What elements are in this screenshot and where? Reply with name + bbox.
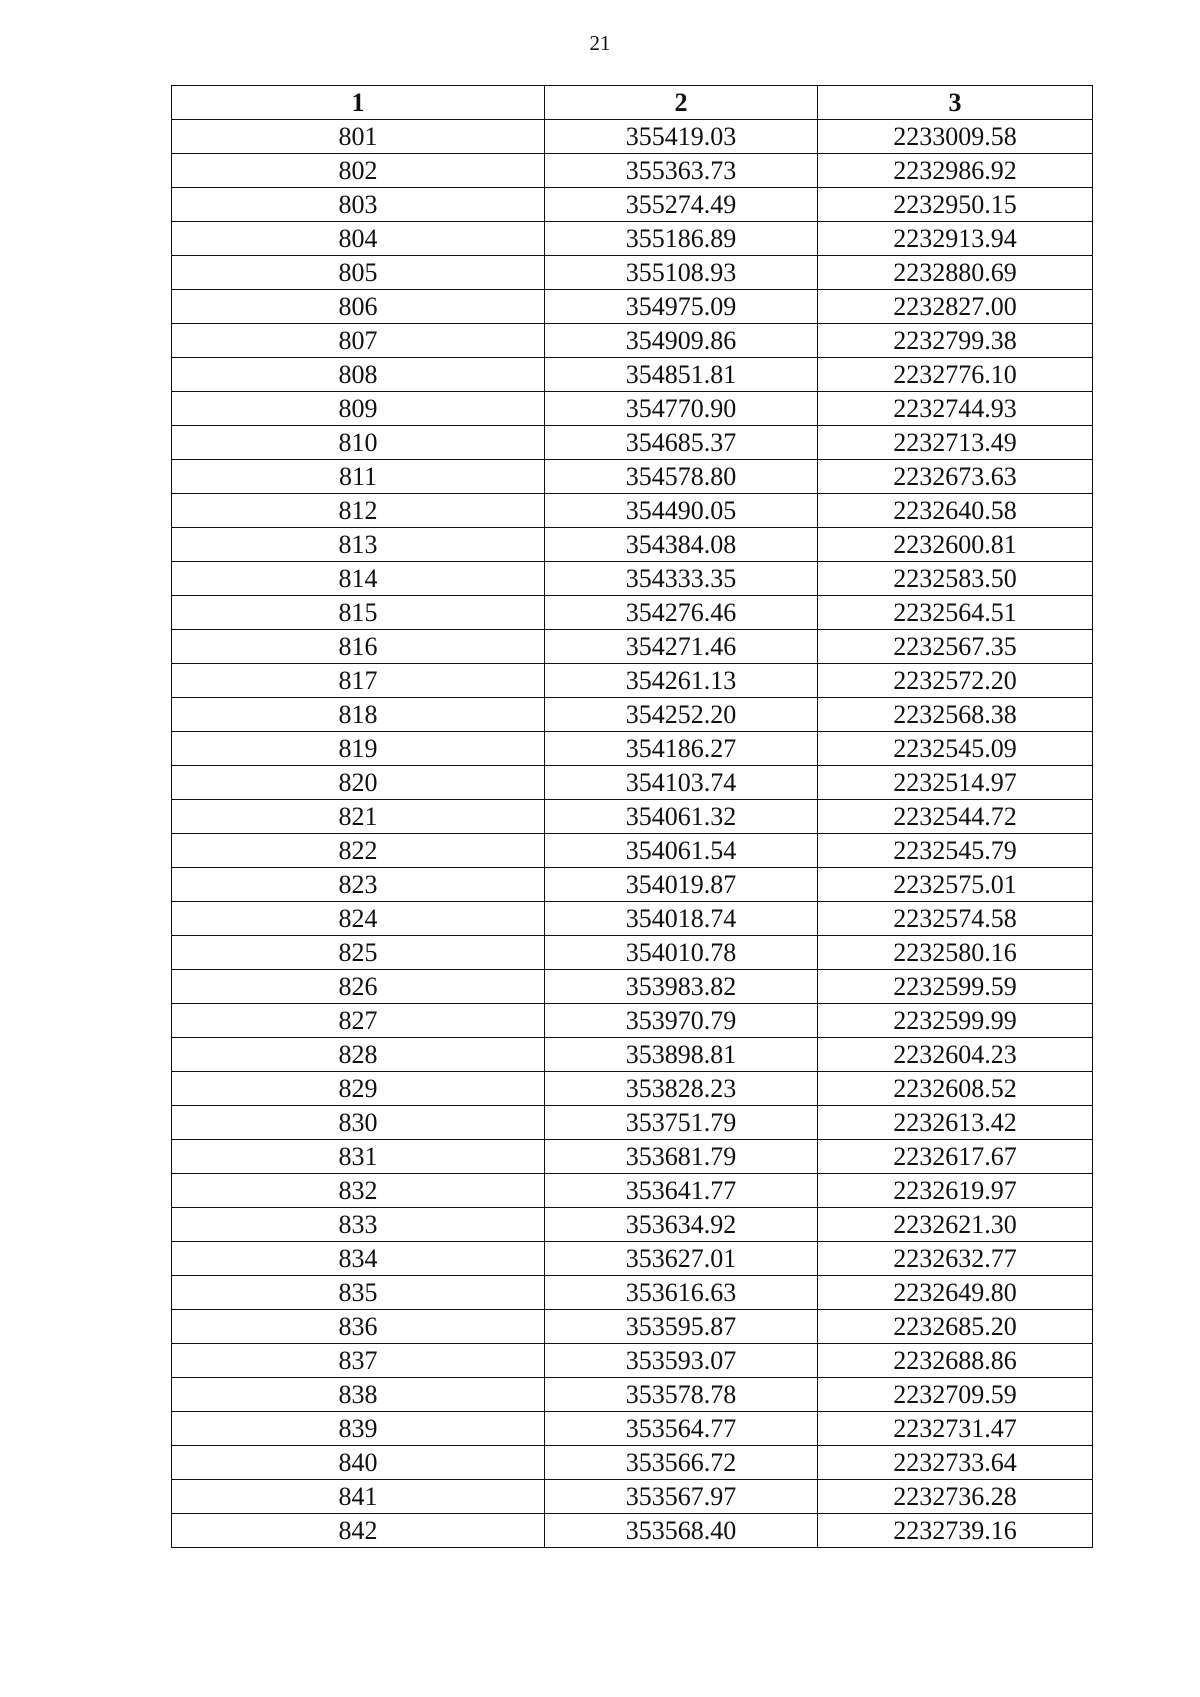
- table-cell: 809: [172, 392, 545, 426]
- table-cell: 353627.01: [545, 1242, 818, 1276]
- table-cell: 2232986.92: [818, 154, 1093, 188]
- table-row: [172, 1344, 1093, 1378]
- table-cell: 2232744.93: [818, 392, 1093, 426]
- table-row: [172, 902, 1093, 936]
- table-cell: 2232608.52: [818, 1072, 1093, 1106]
- table-cell: 354685.37: [545, 426, 818, 460]
- table-cell: 353595.87: [545, 1310, 818, 1344]
- table-cell: 804: [172, 222, 545, 256]
- table-cell: 833: [172, 1208, 545, 1242]
- table-cell: 353567.97: [545, 1480, 818, 1514]
- table-cell: 2232688.86: [818, 1344, 1093, 1378]
- table-header-row: [172, 86, 1093, 120]
- table-row: [172, 426, 1093, 460]
- table-cell: 2232799.38: [818, 324, 1093, 358]
- table-cell: 2232776.10: [818, 358, 1093, 392]
- table-cell: 813: [172, 528, 545, 562]
- table-row: [172, 1072, 1093, 1106]
- table-cell: 2232880.69: [818, 256, 1093, 290]
- table-cell: 2232544.72: [818, 800, 1093, 834]
- table-cell: 355419.03: [545, 120, 818, 154]
- table-cell: 2232580.16: [818, 936, 1093, 970]
- table-cell: 2232514.97: [818, 766, 1093, 800]
- table-cell: 806: [172, 290, 545, 324]
- table-cell: 2232545.09: [818, 732, 1093, 766]
- table-cell: 2232713.49: [818, 426, 1093, 460]
- table-cell: 2232567.35: [818, 630, 1093, 664]
- table-cell: 353566.72: [545, 1446, 818, 1480]
- table-cell: 2232619.97: [818, 1174, 1093, 1208]
- table-cell: 354851.81: [545, 358, 818, 392]
- table-cell: 2232572.20: [818, 664, 1093, 698]
- table-cell: 834: [172, 1242, 545, 1276]
- table-cell: 2232739.16: [818, 1514, 1093, 1548]
- table-cell: 354261.13: [545, 664, 818, 698]
- table-cell: 840: [172, 1446, 545, 1480]
- table-cell: 354252.20: [545, 698, 818, 732]
- table-cell: 353970.79: [545, 1004, 818, 1038]
- table-cell: 836: [172, 1310, 545, 1344]
- table-cell: 354186.27: [545, 732, 818, 766]
- table-cell: 825: [172, 936, 545, 970]
- table-row: [172, 324, 1093, 358]
- table-row: [172, 256, 1093, 290]
- table-row: [172, 1412, 1093, 1446]
- table-row: [172, 392, 1093, 426]
- table-cell: 353828.23: [545, 1072, 818, 1106]
- table-cell: 2232575.01: [818, 868, 1093, 902]
- table-cell: 830: [172, 1106, 545, 1140]
- table-cell: 355186.89: [545, 222, 818, 256]
- table-row: [172, 290, 1093, 324]
- table-cell: 353898.81: [545, 1038, 818, 1072]
- table-cell: 354010.78: [545, 936, 818, 970]
- table-cell: 353593.07: [545, 1344, 818, 1378]
- table-cell: 822: [172, 834, 545, 868]
- table-row: [172, 596, 1093, 630]
- table-row: [172, 698, 1093, 732]
- table-cell: 817: [172, 664, 545, 698]
- table-cell: 807: [172, 324, 545, 358]
- table-row: [172, 562, 1093, 596]
- table-cell: 815: [172, 596, 545, 630]
- table-cell: 2233009.58: [818, 120, 1093, 154]
- table-cell: 818: [172, 698, 545, 732]
- table-cell: 2232613.42: [818, 1106, 1093, 1140]
- table-cell: 831: [172, 1140, 545, 1174]
- table-cell: 2232604.23: [818, 1038, 1093, 1072]
- table-row: [172, 834, 1093, 868]
- table-row: [172, 120, 1093, 154]
- table-cell: 354276.46: [545, 596, 818, 630]
- column-header: 2: [545, 86, 818, 120]
- table-cell: 826: [172, 970, 545, 1004]
- table-cell: 2232827.00: [818, 290, 1093, 324]
- table-row: [172, 188, 1093, 222]
- table-cell: 353568.40: [545, 1514, 818, 1548]
- table-cell: 810: [172, 426, 545, 460]
- table-cell: 354061.54: [545, 834, 818, 868]
- table-body: [172, 120, 1093, 1548]
- table-row: [172, 494, 1093, 528]
- table-cell: 2232568.38: [818, 698, 1093, 732]
- table-cell: 353634.92: [545, 1208, 818, 1242]
- table-cell: 803: [172, 188, 545, 222]
- table-row: [172, 1242, 1093, 1276]
- table-cell: 811: [172, 460, 545, 494]
- table-row: [172, 358, 1093, 392]
- table-cell: 2232709.59: [818, 1378, 1093, 1412]
- table-cell: 354018.74: [545, 902, 818, 936]
- column-header: 1: [172, 86, 545, 120]
- table-cell: 2232574.58: [818, 902, 1093, 936]
- table-row: [172, 732, 1093, 766]
- table-cell: 2232600.81: [818, 528, 1093, 562]
- page-number: 21: [589, 31, 611, 55]
- table-cell: 354578.80: [545, 460, 818, 494]
- table-row: [172, 1514, 1093, 1548]
- table-cell: 829: [172, 1072, 545, 1106]
- table-cell: 353751.79: [545, 1106, 818, 1140]
- table-row: [172, 868, 1093, 902]
- table-cell: 828: [172, 1038, 545, 1072]
- table-cell: 2232617.67: [818, 1140, 1093, 1174]
- table-cell: 354909.86: [545, 324, 818, 358]
- table-cell: 802: [172, 154, 545, 188]
- table-cell: 355274.49: [545, 188, 818, 222]
- table-cell: 2232599.99: [818, 1004, 1093, 1038]
- column-header: 3: [818, 86, 1093, 120]
- table-row: [172, 1004, 1093, 1038]
- table-row: [172, 630, 1093, 664]
- table-row: [172, 1446, 1093, 1480]
- table-cell: 2232621.30: [818, 1208, 1093, 1242]
- table-cell: 353564.77: [545, 1412, 818, 1446]
- table-cell: 816: [172, 630, 545, 664]
- table-cell: 2232685.20: [818, 1310, 1093, 1344]
- table-row: [172, 1174, 1093, 1208]
- table-cell: 355363.73: [545, 154, 818, 188]
- table-row: [172, 1480, 1093, 1514]
- table-cell: 354019.87: [545, 868, 818, 902]
- table-cell: 824: [172, 902, 545, 936]
- table-cell: 835: [172, 1276, 545, 1310]
- table-cell: 2232649.80: [818, 1276, 1093, 1310]
- table-cell: 812: [172, 494, 545, 528]
- table-row: [172, 1310, 1093, 1344]
- table-cell: 838: [172, 1378, 545, 1412]
- table-cell: 353578.78: [545, 1378, 818, 1412]
- table-cell: 354975.09: [545, 290, 818, 324]
- table-cell: 827: [172, 1004, 545, 1038]
- table-cell: 355108.93: [545, 256, 818, 290]
- table-row: [172, 1378, 1093, 1412]
- table-cell: 801: [172, 120, 545, 154]
- table-cell: 2232599.59: [818, 970, 1093, 1004]
- table-cell: 841: [172, 1480, 545, 1514]
- table-cell: 2232640.58: [818, 494, 1093, 528]
- table-cell: 837: [172, 1344, 545, 1378]
- table-cell: 353616.63: [545, 1276, 818, 1310]
- table-cell: 819: [172, 732, 545, 766]
- table-row: [172, 1208, 1093, 1242]
- table-row: [172, 154, 1093, 188]
- table-cell: 2232733.64: [818, 1446, 1093, 1480]
- table-cell: 823: [172, 868, 545, 902]
- table-cell: 2232545.79: [818, 834, 1093, 868]
- coordinates-table: [171, 85, 1093, 1548]
- table-cell: 353983.82: [545, 970, 818, 1004]
- table-row: [172, 970, 1093, 1004]
- table-cell: 353681.79: [545, 1140, 818, 1174]
- table-cell: 354490.05: [545, 494, 818, 528]
- table-cell: 354770.90: [545, 392, 818, 426]
- table-cell: 2232736.28: [818, 1480, 1093, 1514]
- table-cell: 353641.77: [545, 1174, 818, 1208]
- table-row: [172, 222, 1093, 256]
- table-cell: 2232632.77: [818, 1242, 1093, 1276]
- table-cell: 354271.46: [545, 630, 818, 664]
- table-cell: 354061.32: [545, 800, 818, 834]
- table-cell: 2232673.63: [818, 460, 1093, 494]
- table-row: [172, 1140, 1093, 1174]
- table-row: [172, 1276, 1093, 1310]
- table-cell: 832: [172, 1174, 545, 1208]
- table-cell: 2232731.47: [818, 1412, 1093, 1446]
- table-cell: 805: [172, 256, 545, 290]
- table-cell: 354384.08: [545, 528, 818, 562]
- table-cell: 808: [172, 358, 545, 392]
- table-cell: 2232950.15: [818, 188, 1093, 222]
- table-row: [172, 460, 1093, 494]
- table-cell: 842: [172, 1514, 545, 1548]
- table-cell: 2232564.51: [818, 596, 1093, 630]
- table-row: [172, 528, 1093, 562]
- table-row: [172, 800, 1093, 834]
- table-cell: 354333.35: [545, 562, 818, 596]
- table-row: [172, 766, 1093, 800]
- table-cell: 821: [172, 800, 545, 834]
- table-cell: 2232583.50: [818, 562, 1093, 596]
- table-row: [172, 1038, 1093, 1072]
- table-cell: 820: [172, 766, 545, 800]
- table-row: [172, 936, 1093, 970]
- table-cell: 354103.74: [545, 766, 818, 800]
- table-cell: 814: [172, 562, 545, 596]
- table-row: [172, 1106, 1093, 1140]
- table-cell: 2232913.94: [818, 222, 1093, 256]
- table-row: [172, 664, 1093, 698]
- table-cell: 839: [172, 1412, 545, 1446]
